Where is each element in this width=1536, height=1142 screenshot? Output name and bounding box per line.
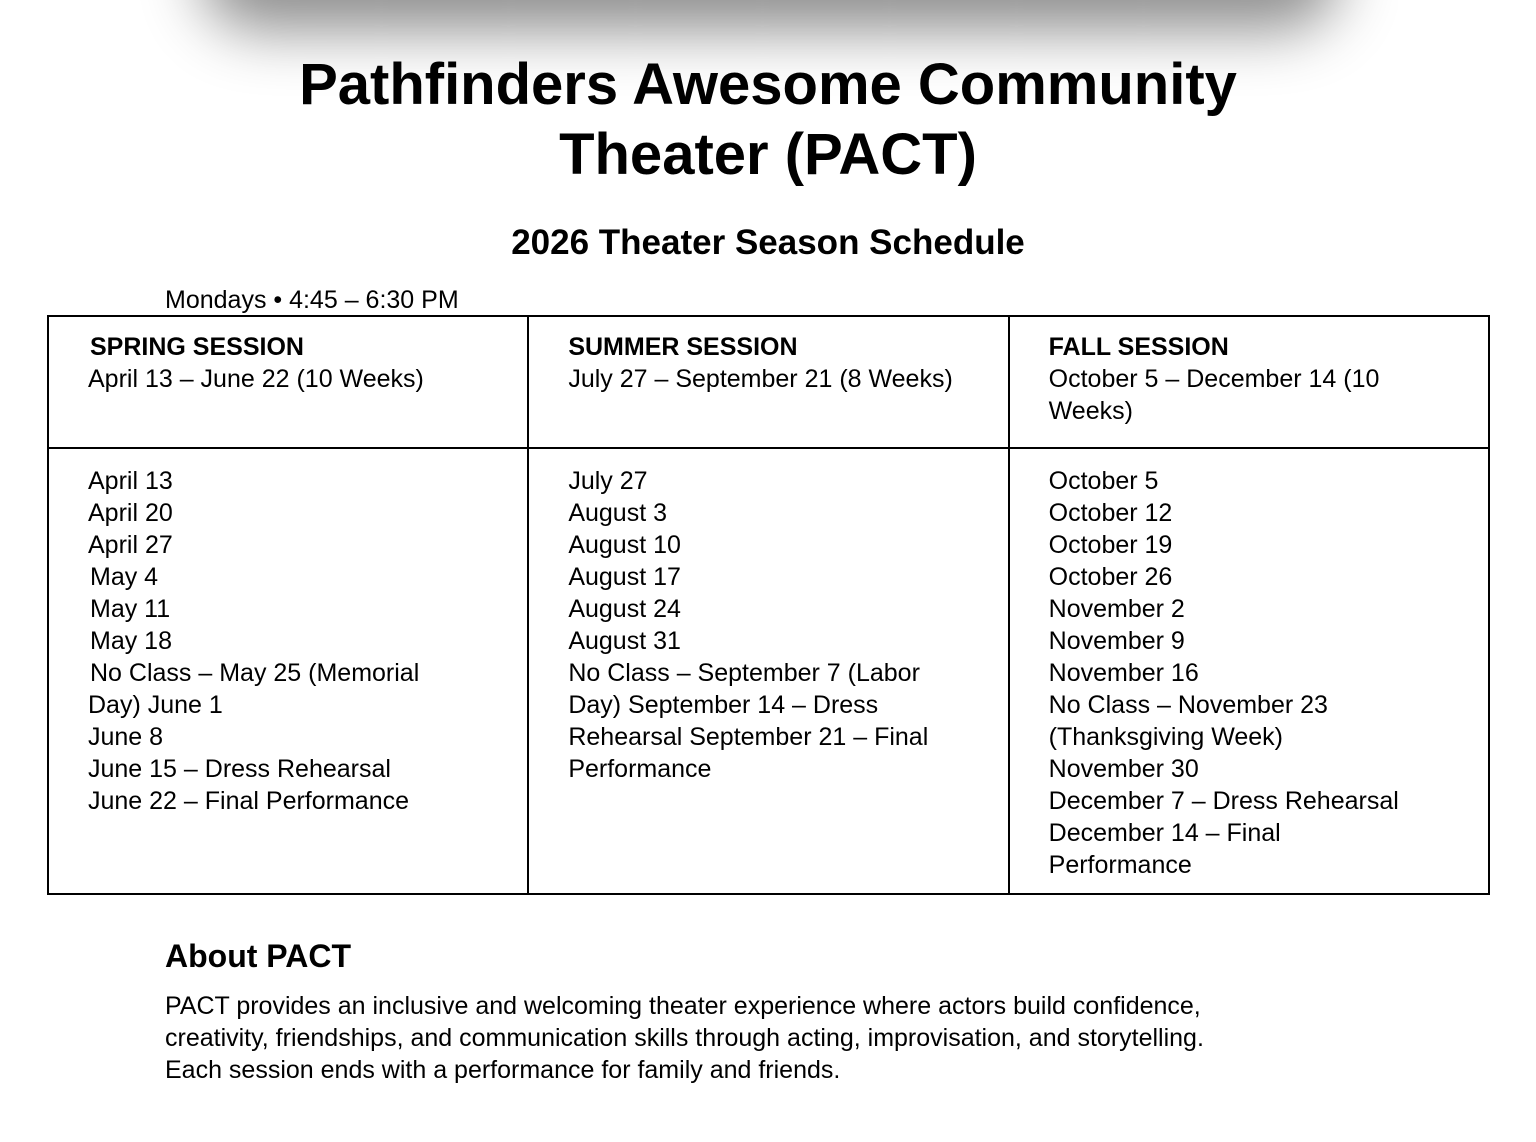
date-item: Performance — [1048, 851, 1192, 879]
date-item: December 14 – Final — [1048, 819, 1281, 847]
session-range: October 5 – December 14 (10 Weeks) — [1048, 365, 1380, 425]
summer-session-dates — [528, 448, 1008, 894]
date-item: November 9 — [1048, 627, 1185, 655]
about-heading: About PACT — [165, 938, 352, 974]
date-item: June 8 — [88, 723, 164, 751]
date-item: April 20 — [88, 499, 173, 527]
about-text — [165, 990, 1365, 1086]
date-item: May 11 — [90, 595, 171, 623]
date-item: October 12 — [1048, 499, 1173, 527]
date-item: Day) June 1 — [88, 691, 223, 719]
date-item: August 3 — [568, 499, 668, 527]
session-name: SPRING SESSION — [90, 333, 304, 361]
session-range: April 13 – June 22 (10 Weeks) — [88, 365, 424, 393]
date-item: April 13 — [88, 467, 173, 495]
schedule-subtitle: 2026 Theater Season Schedule — [511, 223, 1025, 262]
date-item: Performance — [568, 755, 712, 783]
schedule-time: Mondays • 4:45 – 6:30 PM — [165, 286, 459, 314]
date-item: November 30 — [1048, 755, 1199, 783]
date-item: July 27 — [568, 467, 648, 495]
date-item: May 4 — [90, 563, 159, 591]
page-title-line-1: Pathfinders Awesome Community — [299, 52, 1237, 117]
about-text-line: Each session ends with a performance for family and friends. — [165, 1056, 841, 1084]
session-range: July 27 – September 21 (8 Weeks) — [568, 365, 953, 393]
page-title-line-2: Theater (PACT) — [559, 122, 977, 187]
session-header-row — [48, 316, 1489, 448]
fall-session-dates — [1009, 448, 1489, 894]
date-item: No Class – May 25 (Memorial — [90, 659, 420, 687]
about-text-line: creativity, friendships, and communication skills through acting, improvisation, and storytelling. — [165, 1024, 1204, 1052]
date-item: August 31 — [568, 627, 681, 655]
fall-session-header — [1009, 316, 1489, 448]
date-item: October 5 — [1048, 467, 1159, 495]
date-item: August 10 — [568, 531, 681, 559]
date-item: May 18 — [90, 627, 172, 655]
date-item: (Thanksgiving Week) — [1048, 723, 1284, 751]
date-item: October 19 — [1048, 531, 1173, 559]
date-item: No Class – November 23 — [1048, 691, 1328, 719]
date-item: August 17 — [568, 563, 681, 591]
session-name: FALL SESSION — [1048, 333, 1229, 361]
summer-session-header — [528, 316, 1008, 448]
date-item: June 22 – Final Performance — [88, 787, 410, 815]
date-item: June 15 – Dress Rehearsal — [88, 755, 391, 783]
about-text-line: PACT provides an inclusive and welcoming theater experience where actors build confidence, — [165, 992, 1201, 1020]
session-dates-row — [48, 448, 1489, 894]
spring-session-dates — [48, 448, 528, 894]
page-title — [0, 50, 1536, 190]
date-item: April 27 — [88, 531, 173, 559]
date-item: November 2 — [1048, 595, 1185, 623]
date-item: August 24 — [568, 595, 681, 623]
date-item: Day) September 14 – Dress — [568, 691, 879, 719]
session-name: SUMMER SESSION — [568, 333, 798, 361]
spring-session-header — [48, 316, 528, 448]
date-item: October 26 — [1048, 563, 1173, 591]
date-item: Rehearsal September 21 – Final — [568, 723, 929, 751]
date-item: No Class – September 7 (Labor — [568, 659, 920, 687]
date-item: November 16 — [1048, 659, 1199, 687]
schedule-table — [47, 315, 1490, 895]
date-item: December 7 – Dress Rehearsal — [1048, 787, 1399, 815]
